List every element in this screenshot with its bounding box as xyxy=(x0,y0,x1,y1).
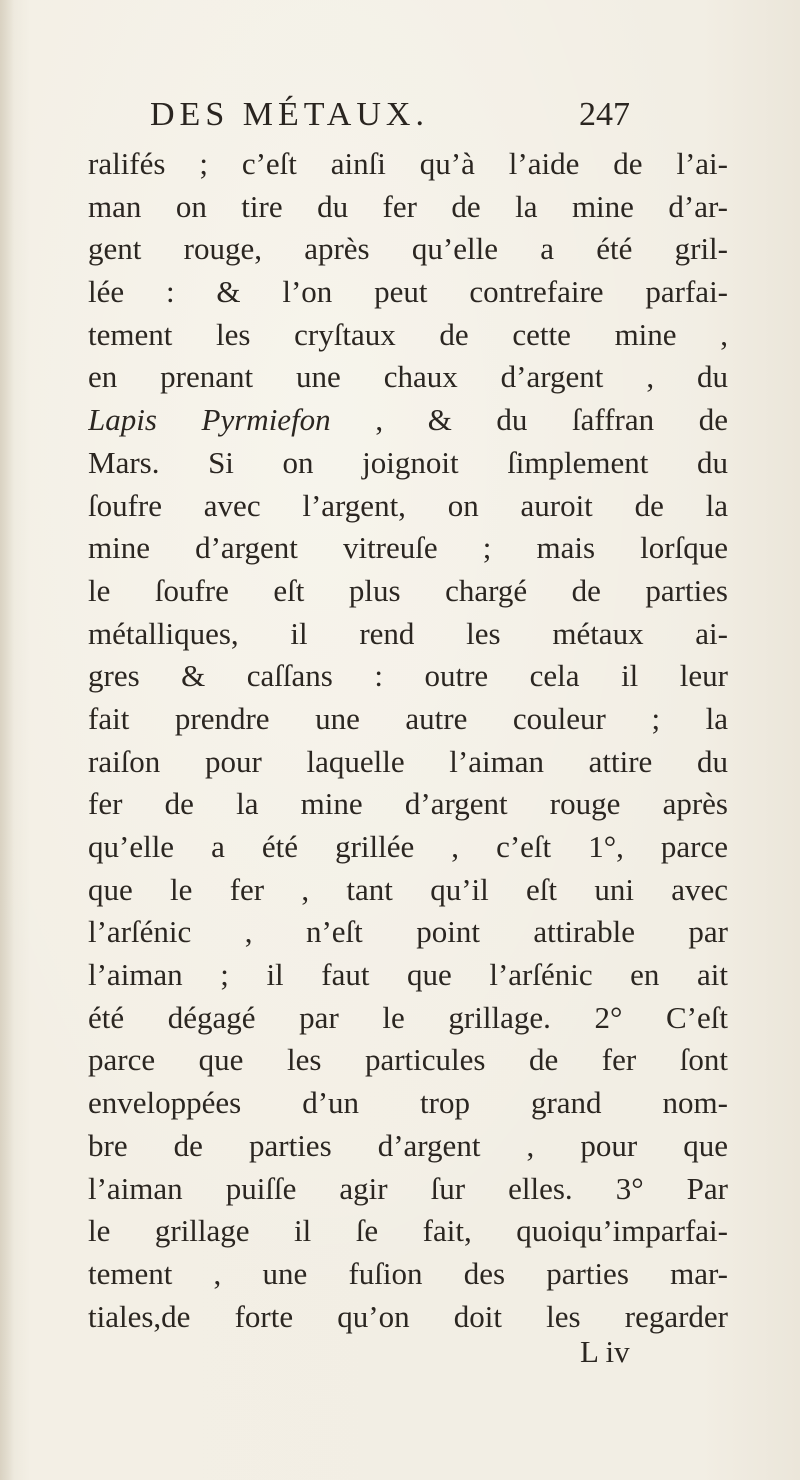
text-line: que le fer , tant qu’il eſt uni avec xyxy=(88,871,728,907)
page-number: 247 xyxy=(579,96,630,133)
text-line: lée : & l’on peut contrefaire parfai- xyxy=(88,274,728,310)
body-text xyxy=(88,143,728,1338)
text-line: bre de parties d’argent , pour que xyxy=(88,1127,728,1163)
text-line: parce que les particules de fer ſont xyxy=(88,1042,728,1078)
text-line: en prenant une chaux d’argent , du xyxy=(88,359,728,395)
text-line: l’aiman puiſſe agir ſur elles. 3° Par xyxy=(88,1170,728,1206)
text-line: ſoufre avec l’argent, on auroit de la xyxy=(88,487,728,523)
text-line-rest: , & du ſaffran de xyxy=(330,402,728,438)
text-line: tement les cryſtaux de cette mine , xyxy=(88,316,728,352)
text-line: mine d’argent vitreuſe ; mais lorſque xyxy=(88,530,728,566)
text-line: l’aiman ; il faut que l’arſénic en ait xyxy=(88,957,728,993)
text-line: ralifés ; c’eſt ainſi qu’à l’aide de l’ai- xyxy=(88,146,728,181)
page-gutter-shadow xyxy=(0,0,14,1480)
text-line: été dégagé par le grillage. 2° C’eſt xyxy=(88,999,728,1035)
text-line: raiſon pour laquelle l’aiman attire du xyxy=(88,743,728,779)
text-line: le grillage il ſe fait, quoiqu’imparfai- xyxy=(88,1213,728,1249)
text-line: qu’elle a été grillée , c’eſt 1°, parce xyxy=(88,829,728,864)
text-line-with-italic xyxy=(88,399,728,442)
text-line: l’arſénic , n’eſt point attirable par xyxy=(88,914,728,950)
text-line: le ſoufre eſt plus chargé de parties xyxy=(88,572,728,608)
text-line: métalliques, il rend les métaux ai- xyxy=(88,615,728,651)
text-line: gres & caſſans : outre cela il leur xyxy=(88,658,728,694)
italic-phrase: Lapis Pyrmiefon xyxy=(88,402,331,438)
running-head-title: DES MÉTAUX. xyxy=(150,96,429,133)
text-line: tement , une fuſion des parties mar- xyxy=(88,1255,728,1291)
text-line: tiales,de forte qu’on doit les regarder xyxy=(88,1298,728,1334)
text-line: gent rouge, après qu’elle a été gril- xyxy=(88,231,728,267)
signature-mark: L iv xyxy=(580,1334,630,1369)
running-head xyxy=(150,96,630,136)
text-line: man on tire du fer de la mine d’ar- xyxy=(88,188,728,224)
text-line: enveloppées d’un trop grand nom- xyxy=(88,1085,728,1121)
text-line: fait prendre une autre couleur ; la xyxy=(88,700,728,736)
text-line: fer de la mine d’argent rouge après xyxy=(88,786,728,822)
text-line: Mars. Si on joignoit ſimplement du xyxy=(88,444,728,480)
